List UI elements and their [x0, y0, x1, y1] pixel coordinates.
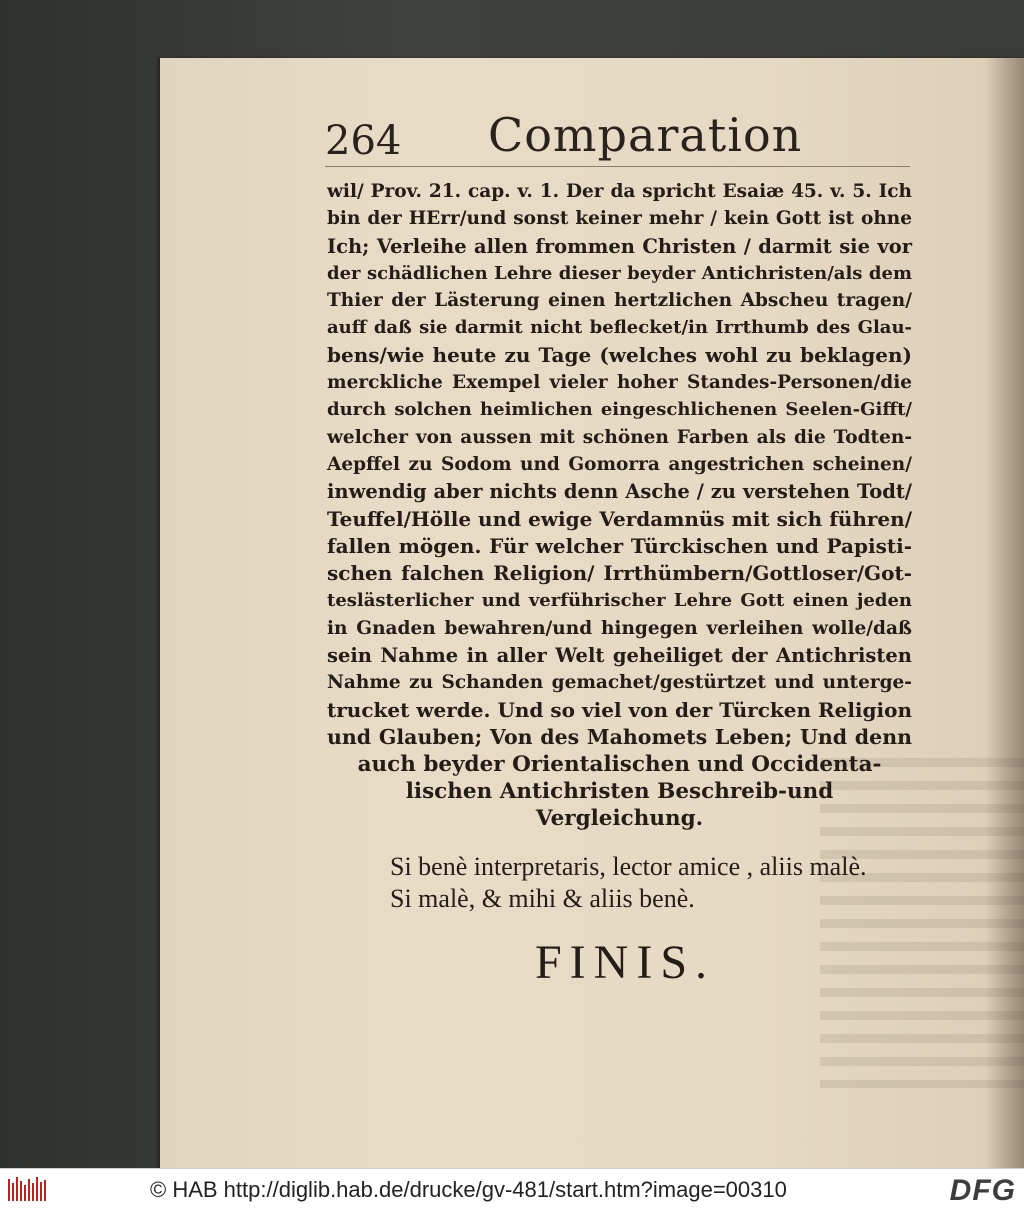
- text-line: teslästerlicher und verführischer Lehre Gott einen jeden: [327, 590, 912, 612]
- latin-motto-line-1: Si benè interpretaris, lector amice , aliis malè.: [390, 852, 867, 881]
- text-line: und Glauben; Von des Mahomets Leben; Und denn: [327, 724, 912, 749]
- hab-barcode-logo-icon: [8, 1177, 46, 1203]
- text-line: welcher von aussen mit schönen Farben als die Todten-: [327, 426, 912, 448]
- text-line: trucket werde. Und so viel von der Türcken Religion: [327, 697, 912, 722]
- text-line: durch solchen heimlichen eingeschlichenen Seelen-Gifft/: [327, 399, 912, 421]
- text-line: der schädlichen Lehre dieser beyder Antichristen/als dem: [327, 262, 912, 284]
- running-head: Comparation: [488, 108, 803, 162]
- source-link[interactable]: © HAB http://diglib.hab.de/drucke/gv-481/start.htm?image=00310: [150, 1177, 787, 1202]
- text-line: bin der HErr/und sonst keiner mehr / kein Gott ist ohne: [327, 208, 912, 230]
- text-line: auff daß sie darmit nicht beflecket/in Irrthumb des Glau-: [327, 317, 912, 339]
- page-number: 264: [325, 118, 402, 164]
- text-line: Thier der Lästerung einen hertzlichen Abscheu tragen/: [327, 290, 912, 312]
- text-line: Nahme zu Schanden gemachet/gestürtzet und unterge-: [327, 672, 912, 694]
- text-line: Ich; Verleihe allen frommen Christen / darmit sie vor: [327, 234, 912, 258]
- text-line: sein Nahme in aller Welt geheiliget der Antichristen: [327, 644, 912, 668]
- gutter-shadow: [984, 58, 1024, 1168]
- closing-line-2: lischen Antichristen Beschreib-und: [405, 779, 834, 804]
- text-line: merckliche Exempel vieler hoher Standes-Personen/die: [327, 372, 912, 394]
- text-line: bens/wie heute zu Tage (welches wohl zu beklagen): [327, 342, 912, 367]
- text-line: Aepffel zu Sodom und Gomorra angestrichen scheinen/: [327, 453, 912, 475]
- viewer-footer: [0, 1168, 1024, 1210]
- closing-line-3: Vergleichung.: [535, 806, 704, 831]
- finis-heading: FINIS.: [534, 936, 716, 989]
- closing-line-1: auch beyder Orientalischen und Occidenta-: [357, 752, 882, 777]
- text-line: schen falchen Religion/ Irrthümbern/Gottloser/Got-: [327, 561, 912, 586]
- dfg-logo: DFG: [949, 1174, 1016, 1207]
- body-text: [327, 178, 912, 751]
- text-line: wil/ Prov. 21. cap. v. 1. Der da spricht Esaiæ 45. v. 5. Ich: [327, 181, 912, 202]
- text-line: Teuffel/Hölle und ewige Verdamnüs mit sich führen/: [327, 506, 912, 531]
- text-line: fallen mögen. Für welcher Türckischen und Papisti-: [327, 533, 912, 558]
- header-rule: [325, 166, 910, 167]
- latin-motto-line-2: Si malè, & mihi & aliis benè.: [390, 884, 695, 913]
- text-line: in Gnaden bewahren/und hingegen verleihen wolle/daß: [327, 617, 912, 639]
- text-line: inwendig aber nichts denn Asche / zu verstehen Todt/: [327, 480, 912, 504]
